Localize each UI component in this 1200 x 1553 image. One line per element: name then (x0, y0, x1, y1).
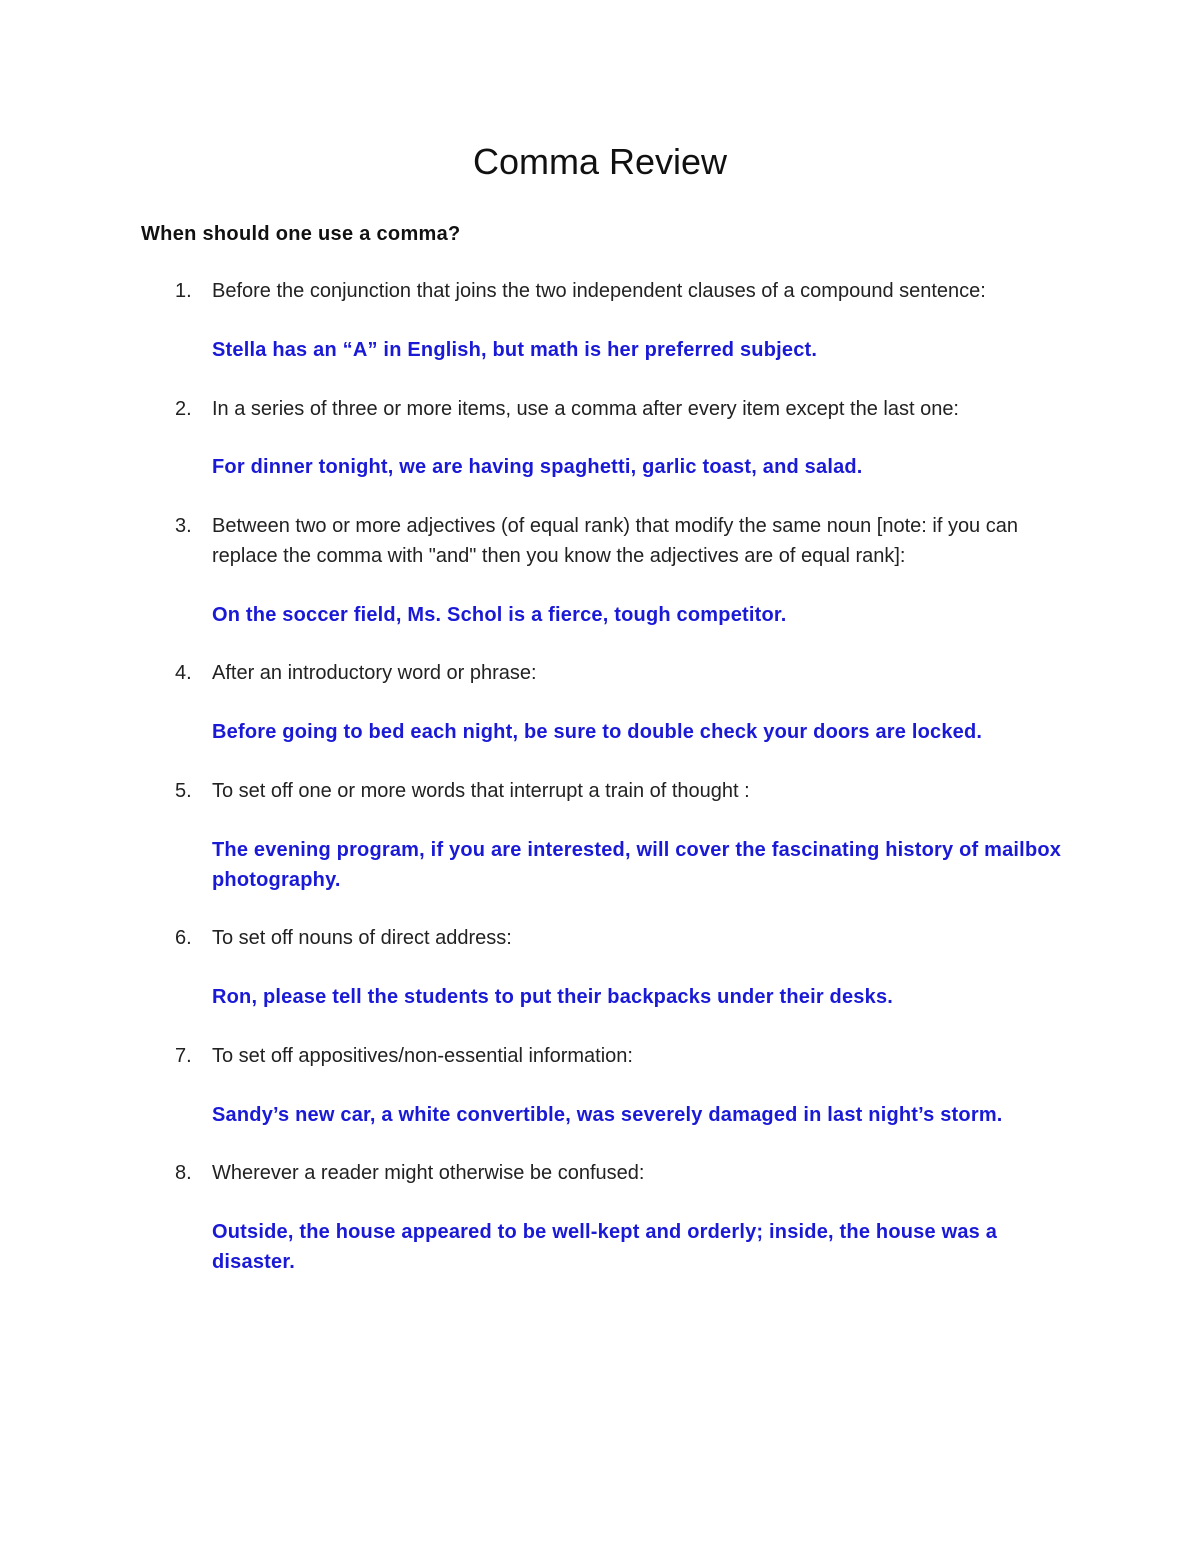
example-sentence: Ron, please tell the students to put their backpacks under their desks. (212, 986, 894, 1008)
rule-text: Before the conjunction that joins the two independent clauses of a compound sentence: (212, 280, 986, 302)
item-number: 1. (175, 280, 192, 302)
page-title: Comma Review (472, 141, 728, 182)
item-number: 6. (175, 927, 192, 949)
rule-text: To set off appositives/non-essential information: (212, 1045, 633, 1067)
section-question: When should one use a comma? (141, 223, 461, 245)
example-sentence: For dinner tonight, we are having spaghetti, garlic toast, and salad. (212, 456, 863, 478)
rule-text: To set off one or more words that interrupt a train of thought : (212, 780, 750, 802)
rule-text: To set off nouns of direct address: (212, 927, 512, 949)
item-number: 8. (175, 1162, 192, 1184)
item-number: 4. (175, 662, 192, 684)
rule-text: Wherever a reader might otherwise be confused: (212, 1162, 645, 1184)
example-sentence: Stella has an “A” in English, but math is her preferred subject. (212, 339, 818, 361)
rule-text: In a series of three or more items, use a comma after every item except the last one: (212, 398, 959, 420)
example-sentence: The evening program, if you are interested, will cover the fascinating history of mailbox photography. (212, 839, 1062, 891)
item-number: 3. (175, 515, 192, 537)
rule-text: Between two or more adjectives (of equal rank) that modify the same noun [note: if you can replace the comma with "and" then you know the adjectives are of equal rank]: (212, 515, 1018, 567)
example-sentence: Outside, the house appeared to be well-kept and orderly; inside, the house was a disaster. (212, 1221, 998, 1273)
item-number: 2. (175, 398, 192, 420)
example-sentence: On the soccer field, Ms. Schol is a fierce, tough competitor. (212, 604, 787, 626)
item-number: 5. (175, 780, 192, 802)
example-sentence: Sandy’s new car, a white convertible, was severely damaged in last night’s storm. (212, 1104, 1003, 1126)
rule-text: After an introductory word or phrase: (212, 662, 537, 684)
item-number: 7. (175, 1045, 192, 1067)
example-sentence: Before going to bed each night, be sure to double check your doors are locked. (212, 721, 983, 743)
